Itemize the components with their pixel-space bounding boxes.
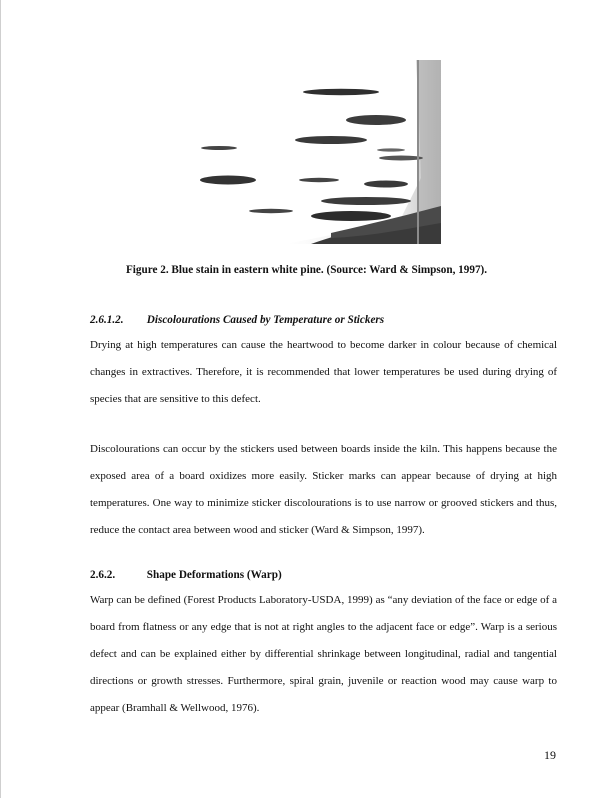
figure-caption: Figure 2. Blue stain in eastern white pine. (Source: Ward & Simpson, 1997).: [125, 264, 488, 276]
section-title: Discolourations Caused by Temperature or Stickers: [146, 314, 385, 326]
section-number: 2.6.2.: [90, 569, 116, 581]
section-title: Shape Deformations (Warp): [146, 569, 282, 581]
paragraph-drying-temperature: Drying at high temperatures can cause the heartwood to become darker in colour because of chemical changes in extractives. Therefore, it is recommended that lower temperatures be used during drying of species that are sensitive to this defect.: [90, 339, 557, 405]
section-number: 2.6.1.2.: [90, 314, 124, 326]
paragraph-sticker-discolouration: Discolourations can occur by the stickers used between boards inside the kiln. This happens because the exposed area of a board oxidizes more easily. Sticker marks can appear because of drying at high temperatures. One way to minimize sticker discolourations is to use narrow or grooved stickers and thus, reduce the contact area between wood and sticker (Ward & Simpson, 1997).: [90, 443, 557, 536]
section-heading-2-6-2: [90, 569, 282, 581]
figure-blue-stain-image: [191, 58, 441, 248]
paragraph-warp-definition: Warp can be defined (Forest Products Laboratory-USDA, 1999) as “any deviation of the face or edge of a board from flatness or any edge that is not at right angles to the adjacent face or edge”. Warp is a serious defect and can be explained either by differential shrinkage between longitudinal, radial and tangential directions or growth stresses. Furthermore, spiral grain, juvenile or reaction wood may cause warp to appear (Bramhall & Wellwood, 1976).: [90, 594, 557, 714]
section-heading-2-6-1-2: [90, 314, 384, 326]
page-number: 19: [544, 748, 556, 762]
